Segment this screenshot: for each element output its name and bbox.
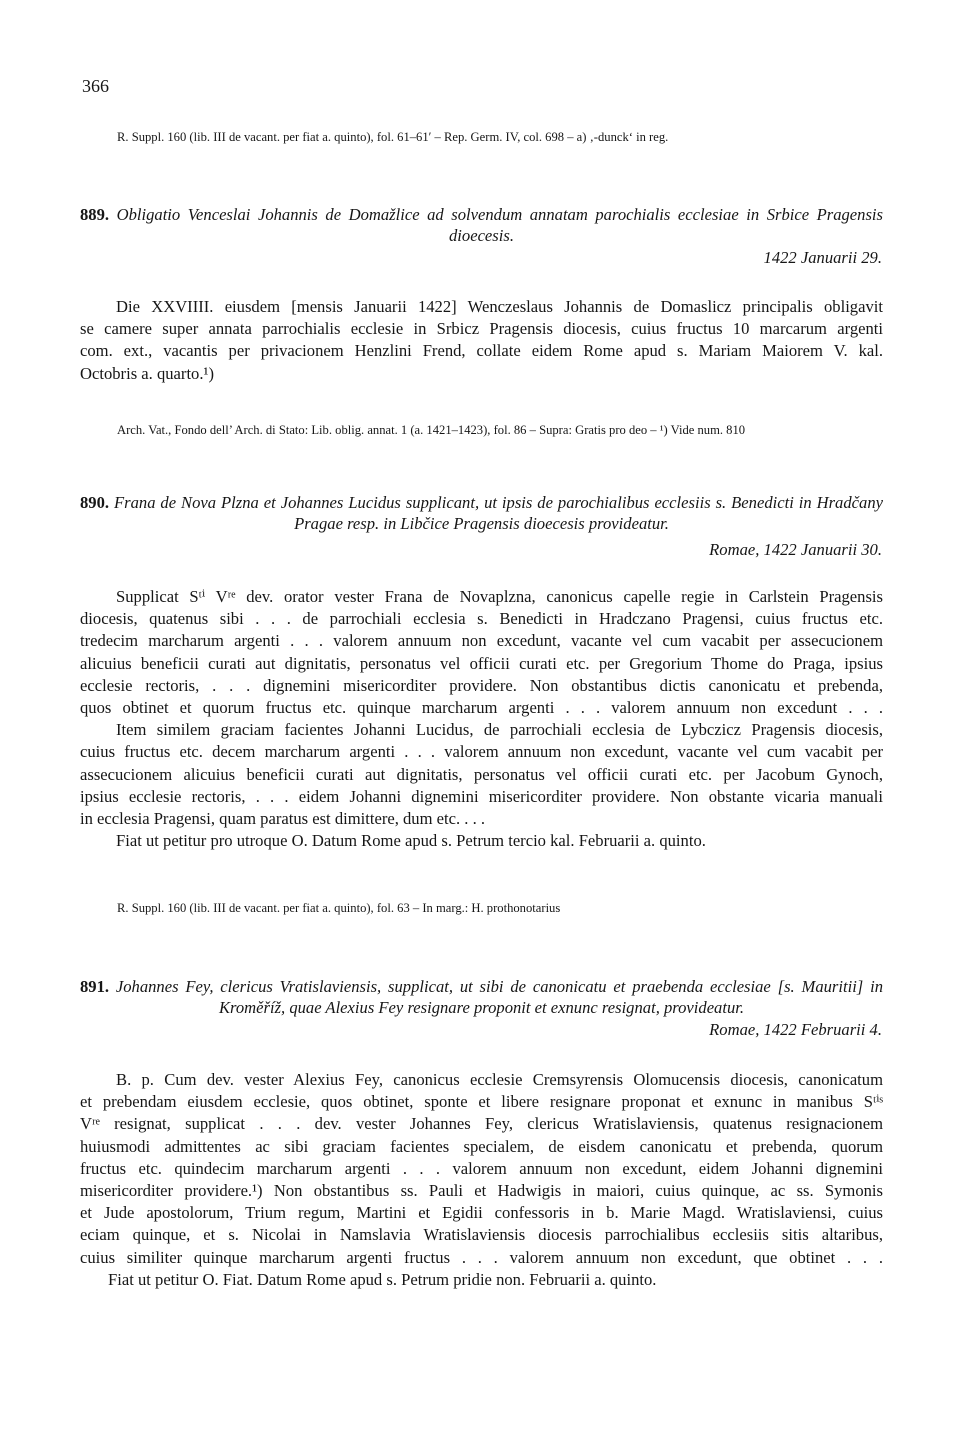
text-line: huiusmodi admittentes ac sibi graciam facientes specialem, de eisdem canonicatu et prebenda, quorum (80, 1136, 883, 1156)
text-line: diocesis, quatenus sibi . . . de parrochiali ecclesia s. Benedicti in Hradczano Pragensi, cuius fructus etc. (80, 609, 883, 629)
text-line: Item similem graciam facientes Johanni Lucidus, de parrochiali ecclesia de Lybczicz Pragensis diocesis, (116, 720, 883, 740)
text-line: Die XXVIIII. eiusdem [mensis Januarii 1422] Wenczeslaus Johannis de Domaslicz principalis obligavit (116, 297, 883, 316)
text-line: Vʳᵉ resignat, supplicat . . . dev. vester Johannes Fey, clericus Wratislaviensis, quatenus resignacionem (80, 1114, 883, 1134)
footnote-890: R. Suppl. 160 (lib. III de vacant. per fiat a. quinto), fol. 63 – In marg.: H. prothonotarius (117, 901, 561, 915)
text-line: se camere super annata parrochialis ecclesie in Srbicz Pragensis diocesis, cuius fructus 10 marcarum argenti (80, 319, 883, 339)
footnote-889: Arch. Vat., Fondo dell’ Arch. di Stato: Lib. oblig. annat. 1 (a. 1421–1423), fol. 86 – Supra: Gratis pro deo – ¹) Vide num. 810 (117, 423, 746, 437)
entry-number: 891. (80, 977, 110, 996)
entry-title: Frana de Nova Plzna et Johannes Lucidus supplicant, ut ipsis de parochialibus ecclesiis s. Benedicti in Hradčany Pragae resp. in Libčice Pragensis dioecesis provideatur. (114, 493, 883, 533)
text-line: Fiat ut petitur O. Fiat. Datum Rome apud s. Petrum pridie non. Februarii a. quinto. (108, 1269, 657, 1289)
text-line: ipsius ecclesie rectoris, . . . eidem Johanni dignemini misericorditer providere. Non obstante vicaria manuali (80, 786, 883, 806)
text-line: ecclesie rectoris, . . . dignemini misericorditer providere. Non obstantibus dictis canonicatu et prebenda, (80, 675, 883, 695)
entry-heading-889 (80, 204, 883, 246)
entry-number: 890. (80, 493, 110, 512)
entry-title: Johannes Fey, clericus Vratislaviensis, supplicat, ut sibi de canonicatu et praebenda ecclesiae [s. Mauritii] in Kroměříž, quae Alexius Fey resignare proponit et exnunc resignat, provideatur. (115, 977, 883, 1017)
text-line: B. p. Cum dev. vester Alexius Fey, canonicus ecclesie Cremsyrensis Olomucensis diocesis, canonicatum (116, 1070, 883, 1089)
text-line: cuius fructus etc. decem marcharum argenti . . . valorem annuum non excedunt, vacante vel cum vacabit per (80, 742, 883, 762)
text-line: quos obtinet et quorum fructus etc. quinque marcharum argenti . . . valorem annuum non excedunt . . . (80, 698, 883, 718)
text-line: in ecclesia Pragensi, quam paratus est dimittere, dum etc. . . . (80, 809, 486, 829)
text-line: Octobris a. quarto.¹) (80, 363, 214, 383)
entry-body-890 (80, 586, 883, 852)
text-line: Supplicat Sᵗⁱ Vʳᵉ dev. orator vester Frana de Novaplzna, canonicus capelle regie in Carlstein Pragensis (116, 587, 883, 606)
entry-date-890: Romae, 1422 Januarii 30. (709, 540, 882, 559)
text-line: assecucionem alicuius beneficii curati aut dignitatis, personatus vel officii curati etc. per Jacobum Gynoch, (80, 764, 883, 784)
entry-body-891 (80, 1069, 883, 1291)
entry-number: 889. (80, 205, 110, 224)
text-line: cuius similiter quinque marcharum argenti fructus . . . valorem annuum non excedunt, que obtinet . . . (80, 1247, 883, 1267)
entry-date-889: 1422 Januarii 29. (763, 248, 882, 267)
entry-heading-891 (80, 976, 883, 1018)
text-line: et Jude apostolorum, Trium regum, Martini et Egidii confessoris in b. Marie Magd. Wratislaviensi, cuius (80, 1203, 883, 1223)
text-line: eciam quinque, et s. Nicolai in Namslavia Wratislaviensis diocesis parrochialibus ecclesiis sitis altaribus, (80, 1225, 883, 1245)
text-line: tredecim marcharum argenti . . . valorem annuum non excedunt, vacante vel cum vacabit per assecucionem (80, 631, 883, 651)
entry-heading-890 (80, 492, 883, 534)
entry-title: Obligatio Venceslai Johannis de Domažlice ad solvendum annatam parochialis ecclesiae in Srbice Pragensis dioecesis. (116, 205, 883, 245)
text-line: fructus etc. quindecim marcharum argenti . . . valorem annuum non excedunt, eidem Johanni dignemini (80, 1158, 883, 1178)
page-number: 366 (82, 76, 109, 96)
footnote-888: R. Suppl. 160 (lib. III de vacant. per fiat a. quinto), fol. 61–61′ – Rep. Germ. IV, col. 698 – a) ‚-dunck‘ in reg. (117, 130, 669, 144)
text-line: Fiat ut petitur pro utroque O. Datum Rome apud s. Petrum tercio kal. Februarii a. quinto. (116, 831, 706, 851)
entry-body-889 (80, 296, 883, 385)
text-line: misericorditer providere.¹) Non obstantibus ss. Pauli et Hadwigis in maiori, cuius quinque, ac ss. Symonis (80, 1181, 883, 1201)
text-line: alicuius beneficii curati aut dignitatis, personatus vel officii curati etc. per Gregorium Thome do Praga, ipsius (80, 653, 883, 673)
entry-date-891: Romae, 1422 Februarii 4. (709, 1020, 882, 1039)
text-line: com. ext., vacantis per privacionem Henzlini Frend, collate eidem Rome apud s. Mariam Maiorem V. kal. (80, 341, 883, 361)
text-line: et prebendam eiusdem ecclesie, quos obtinet, sponte et libere resignare proponat et exnunc in manibus Sᵗⁱˢ (80, 1092, 883, 1112)
